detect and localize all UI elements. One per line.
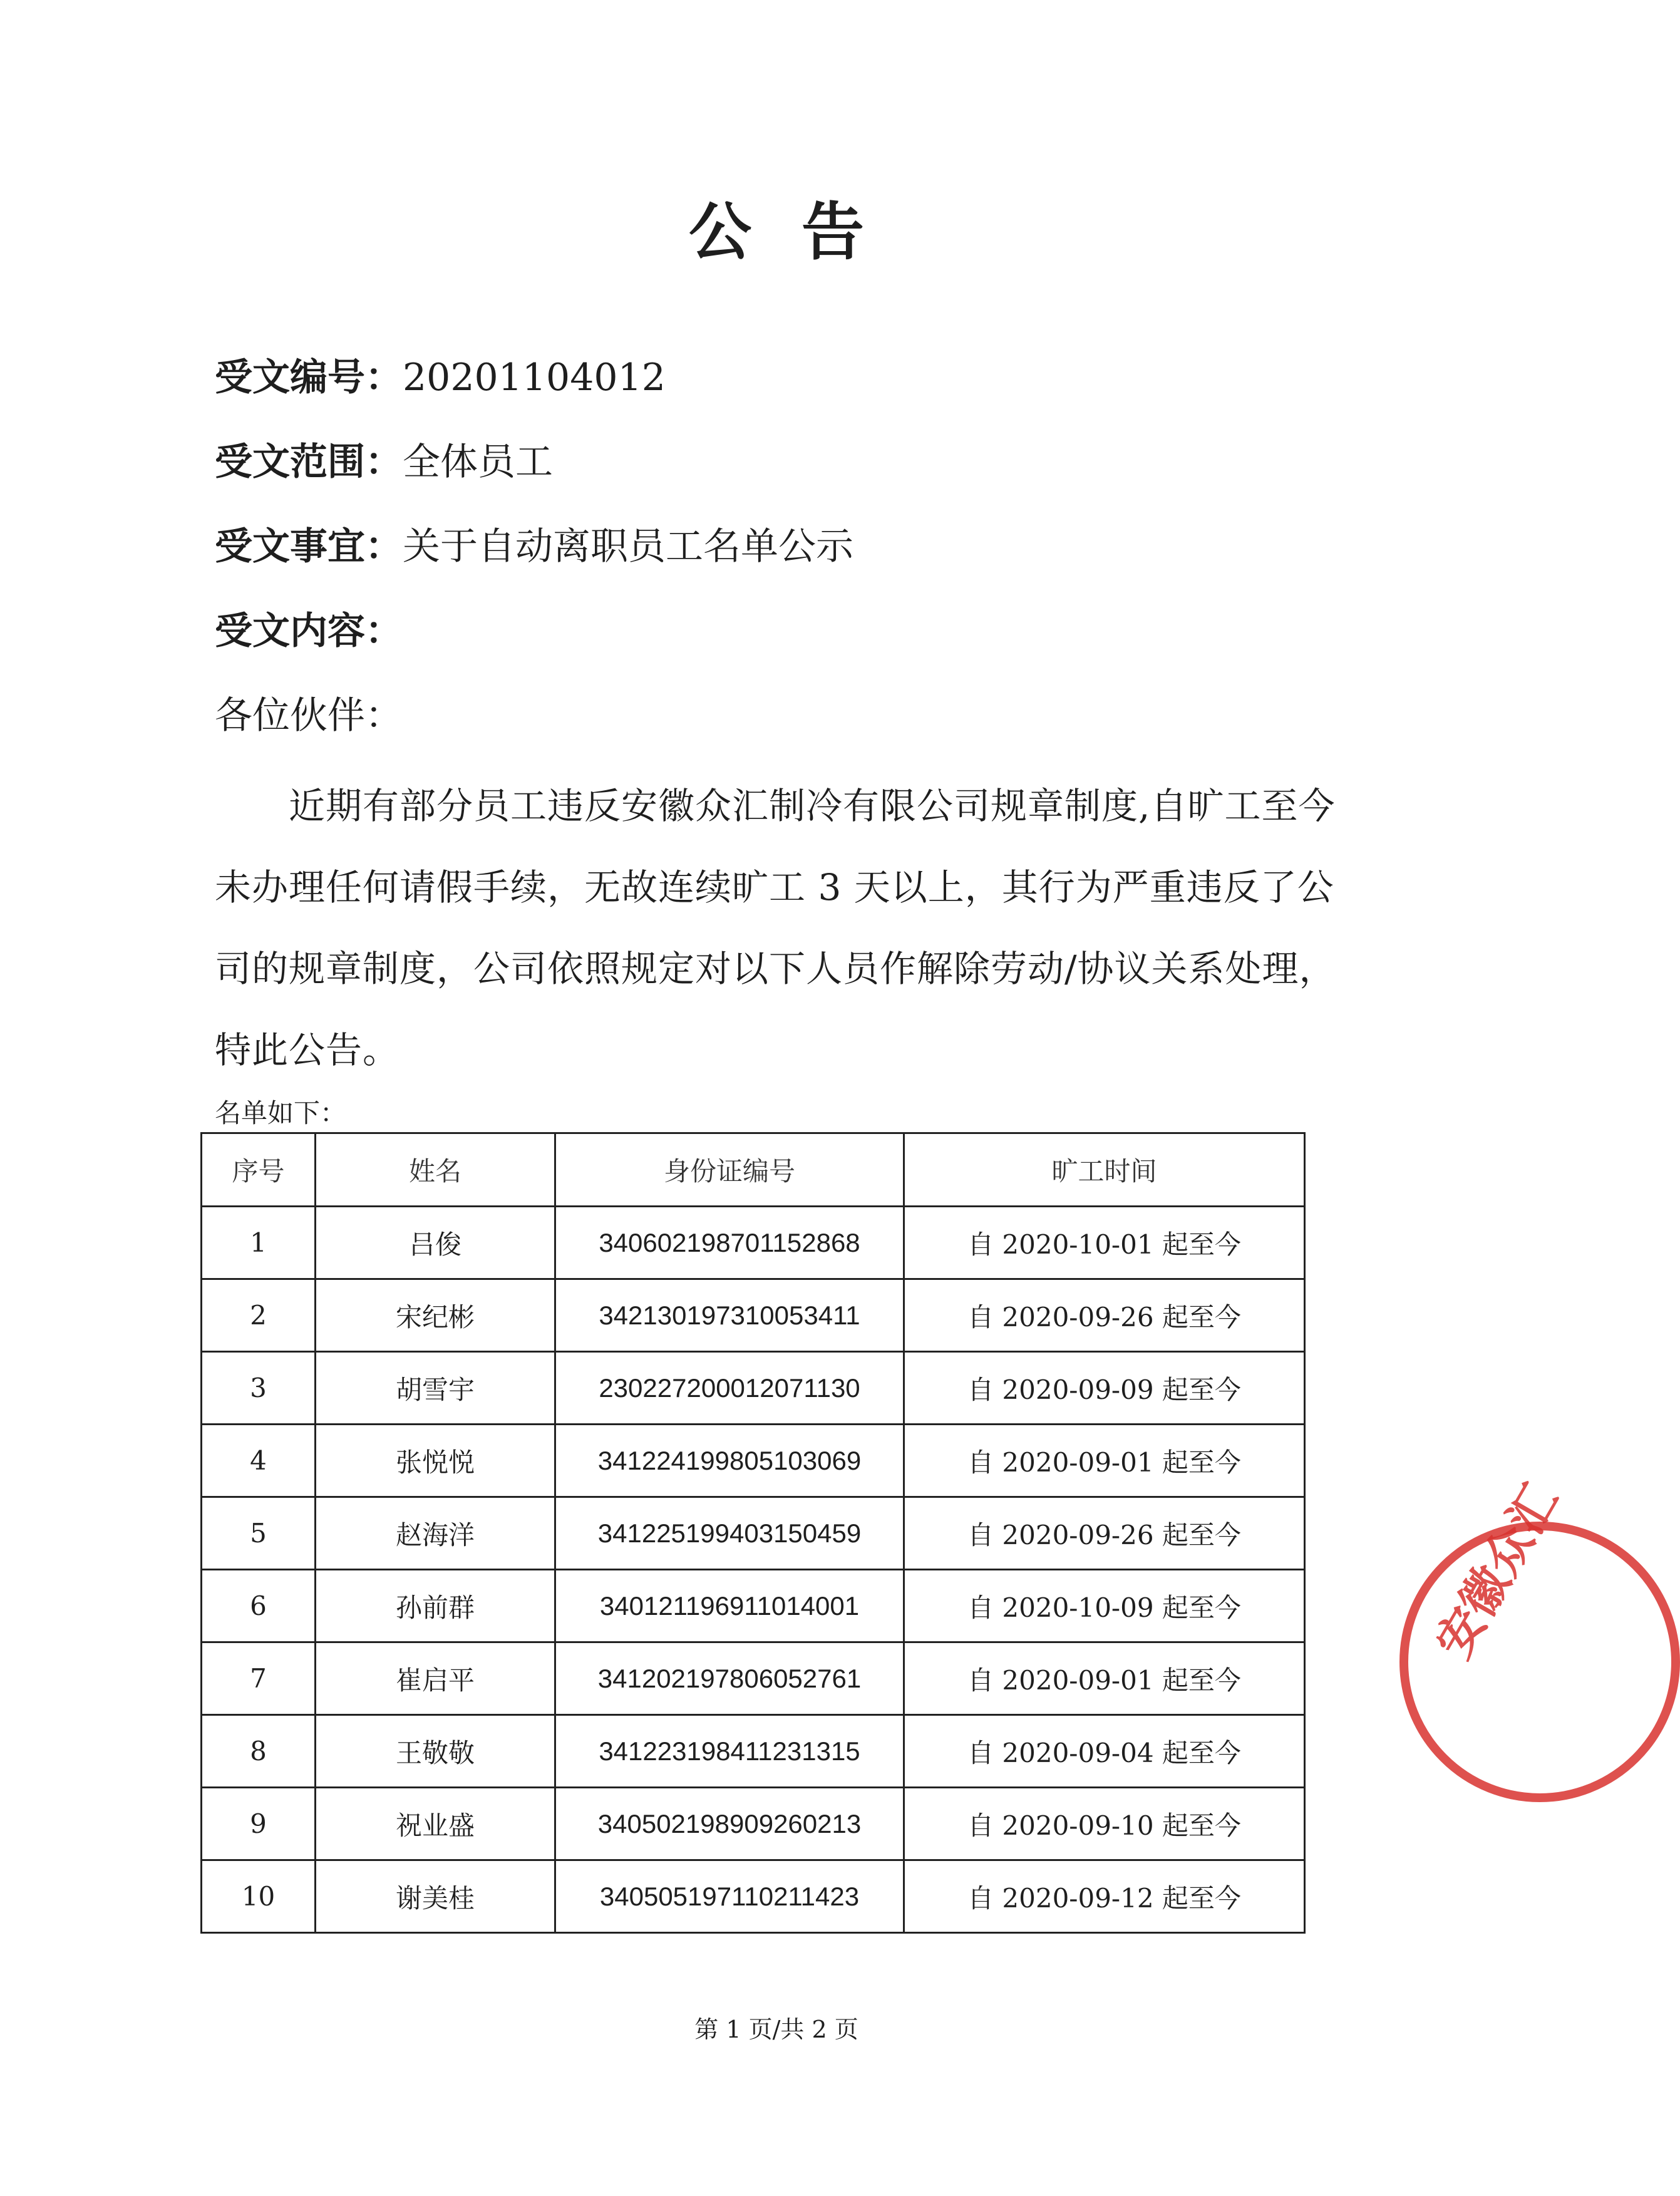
table-row — [202, 1497, 1305, 1570]
row-name: 孙前群 — [316, 1570, 555, 1642]
meta-scope — [215, 432, 553, 486]
list-caption: 名单如下： — [215, 1098, 347, 1128]
row-id-number: 341225199403150459 — [555, 1497, 904, 1570]
header-index: 序号 — [202, 1133, 316, 1207]
row-index: 10 — [202, 1860, 316, 1933]
row-index: 9 — [202, 1788, 316, 1860]
row-name: 王敬敬 — [316, 1715, 555, 1788]
row-id-number: 341202197806052761 — [555, 1642, 904, 1715]
meta-value: 20201104012 — [403, 356, 666, 400]
row-index: 2 — [202, 1279, 316, 1352]
row-name: 张悦悦 — [316, 1425, 555, 1497]
row-name: 吕俊 — [316, 1207, 555, 1279]
meta-separator: ： — [365, 440, 403, 484]
greeting: 各位伙伴： — [215, 694, 403, 738]
row-index: 1 — [202, 1207, 316, 1279]
table-row — [202, 1570, 1305, 1642]
dismissal-table — [200, 1132, 1306, 1934]
page-title: 公告 — [689, 195, 914, 269]
row-index: 5 — [202, 1497, 316, 1570]
company-seal-stamp — [1399, 1474, 1680, 1802]
row-id-number: 341224199805103069 — [555, 1425, 904, 1497]
row-absence-time: 自 2020-09-12 起至今 — [904, 1860, 1305, 1933]
row-absence-time: 自 2020-09-09 起至今 — [904, 1352, 1305, 1425]
meta-doc-number — [215, 348, 666, 401]
row-absence-time: 自 2020-09-26 起至今 — [904, 1497, 1305, 1570]
meta-separator: ： — [365, 356, 403, 400]
row-index: 8 — [202, 1715, 316, 1788]
row-name: 赵海洋 — [316, 1497, 555, 1570]
table-row — [202, 1352, 1305, 1425]
row-name: 胡雪宇 — [316, 1352, 555, 1425]
meta-label: 受文编号 — [215, 356, 365, 400]
row-index: 6 — [202, 1570, 316, 1642]
body-paragraph: 近期有部分员工违反安徽众汇制冷有限公司规章制度,自旷工至今未办理任何请假手续，无故连续旷工 3 天以上，其行为严重违反了公司的规章制度，公司依照规定对以下人员作解除劳动/协议关系处理，特此公告。 — [215, 785, 1336, 1071]
meta-separator: ： — [365, 609, 403, 653]
header-name: 姓名 — [316, 1133, 555, 1207]
row-index: 3 — [202, 1352, 316, 1425]
row-name: 宋纪彬 — [316, 1279, 555, 1352]
row-absence-time: 自 2020-09-01 起至今 — [904, 1642, 1305, 1715]
row-absence-time: 自 2020-10-09 起至今 — [904, 1570, 1305, 1642]
header-id-number: 身份证编号 — [555, 1133, 904, 1207]
row-absence-time: 自 2020-09-04 起至今 — [904, 1715, 1305, 1788]
row-id-number: 340502198909260213 — [555, 1788, 904, 1860]
row-absence-time: 自 2020-09-26 起至今 — [904, 1279, 1305, 1352]
table-row — [202, 1207, 1305, 1279]
row-absence-time: 自 2020-10-01 起至今 — [904, 1207, 1305, 1279]
table-row — [202, 1860, 1305, 1933]
meta-label: 受文内容 — [215, 609, 365, 653]
row-name: 谢美桂 — [316, 1860, 555, 1933]
row-id-number: 340505197110211423 — [555, 1860, 904, 1933]
table-row — [202, 1642, 1305, 1715]
table-row — [202, 1715, 1305, 1788]
meta-value: 全体员工 — [403, 440, 553, 484]
meta-label: 受文范围 — [215, 440, 365, 484]
company-seal-text: 安徽众汇 — [1425, 1474, 1569, 1668]
table-row — [202, 1425, 1305, 1497]
row-id-number: 341223198411231315 — [555, 1715, 904, 1788]
row-id-number: 230227200012071130 — [555, 1352, 904, 1425]
meta-content — [215, 601, 403, 655]
meta-separator: ： — [365, 525, 403, 569]
row-name: 崔启平 — [316, 1642, 555, 1715]
meta-label: 受文事宜 — [215, 525, 365, 569]
row-index: 4 — [202, 1425, 316, 1497]
row-id-number: 342130197310053411 — [555, 1279, 904, 1352]
page-number-footer: 第 1 页/共 2 页 — [694, 2016, 858, 2043]
row-index: 7 — [202, 1642, 316, 1715]
table-row — [202, 1279, 1305, 1352]
row-name: 祝业盛 — [316, 1788, 555, 1860]
meta-subject — [215, 517, 853, 570]
table-row — [202, 1788, 1305, 1860]
meta-value: 关于自动离职员工名单公示 — [403, 525, 853, 569]
row-absence-time: 自 2020-09-01 起至今 — [904, 1425, 1305, 1497]
row-id-number: 340121196911014001 — [555, 1570, 904, 1642]
row-id-number: 340602198701152868 — [555, 1207, 904, 1279]
table-header-row — [202, 1133, 1305, 1207]
row-absence-time: 自 2020-09-10 起至今 — [904, 1788, 1305, 1860]
header-absence-time: 旷工时间 — [904, 1133, 1305, 1207]
